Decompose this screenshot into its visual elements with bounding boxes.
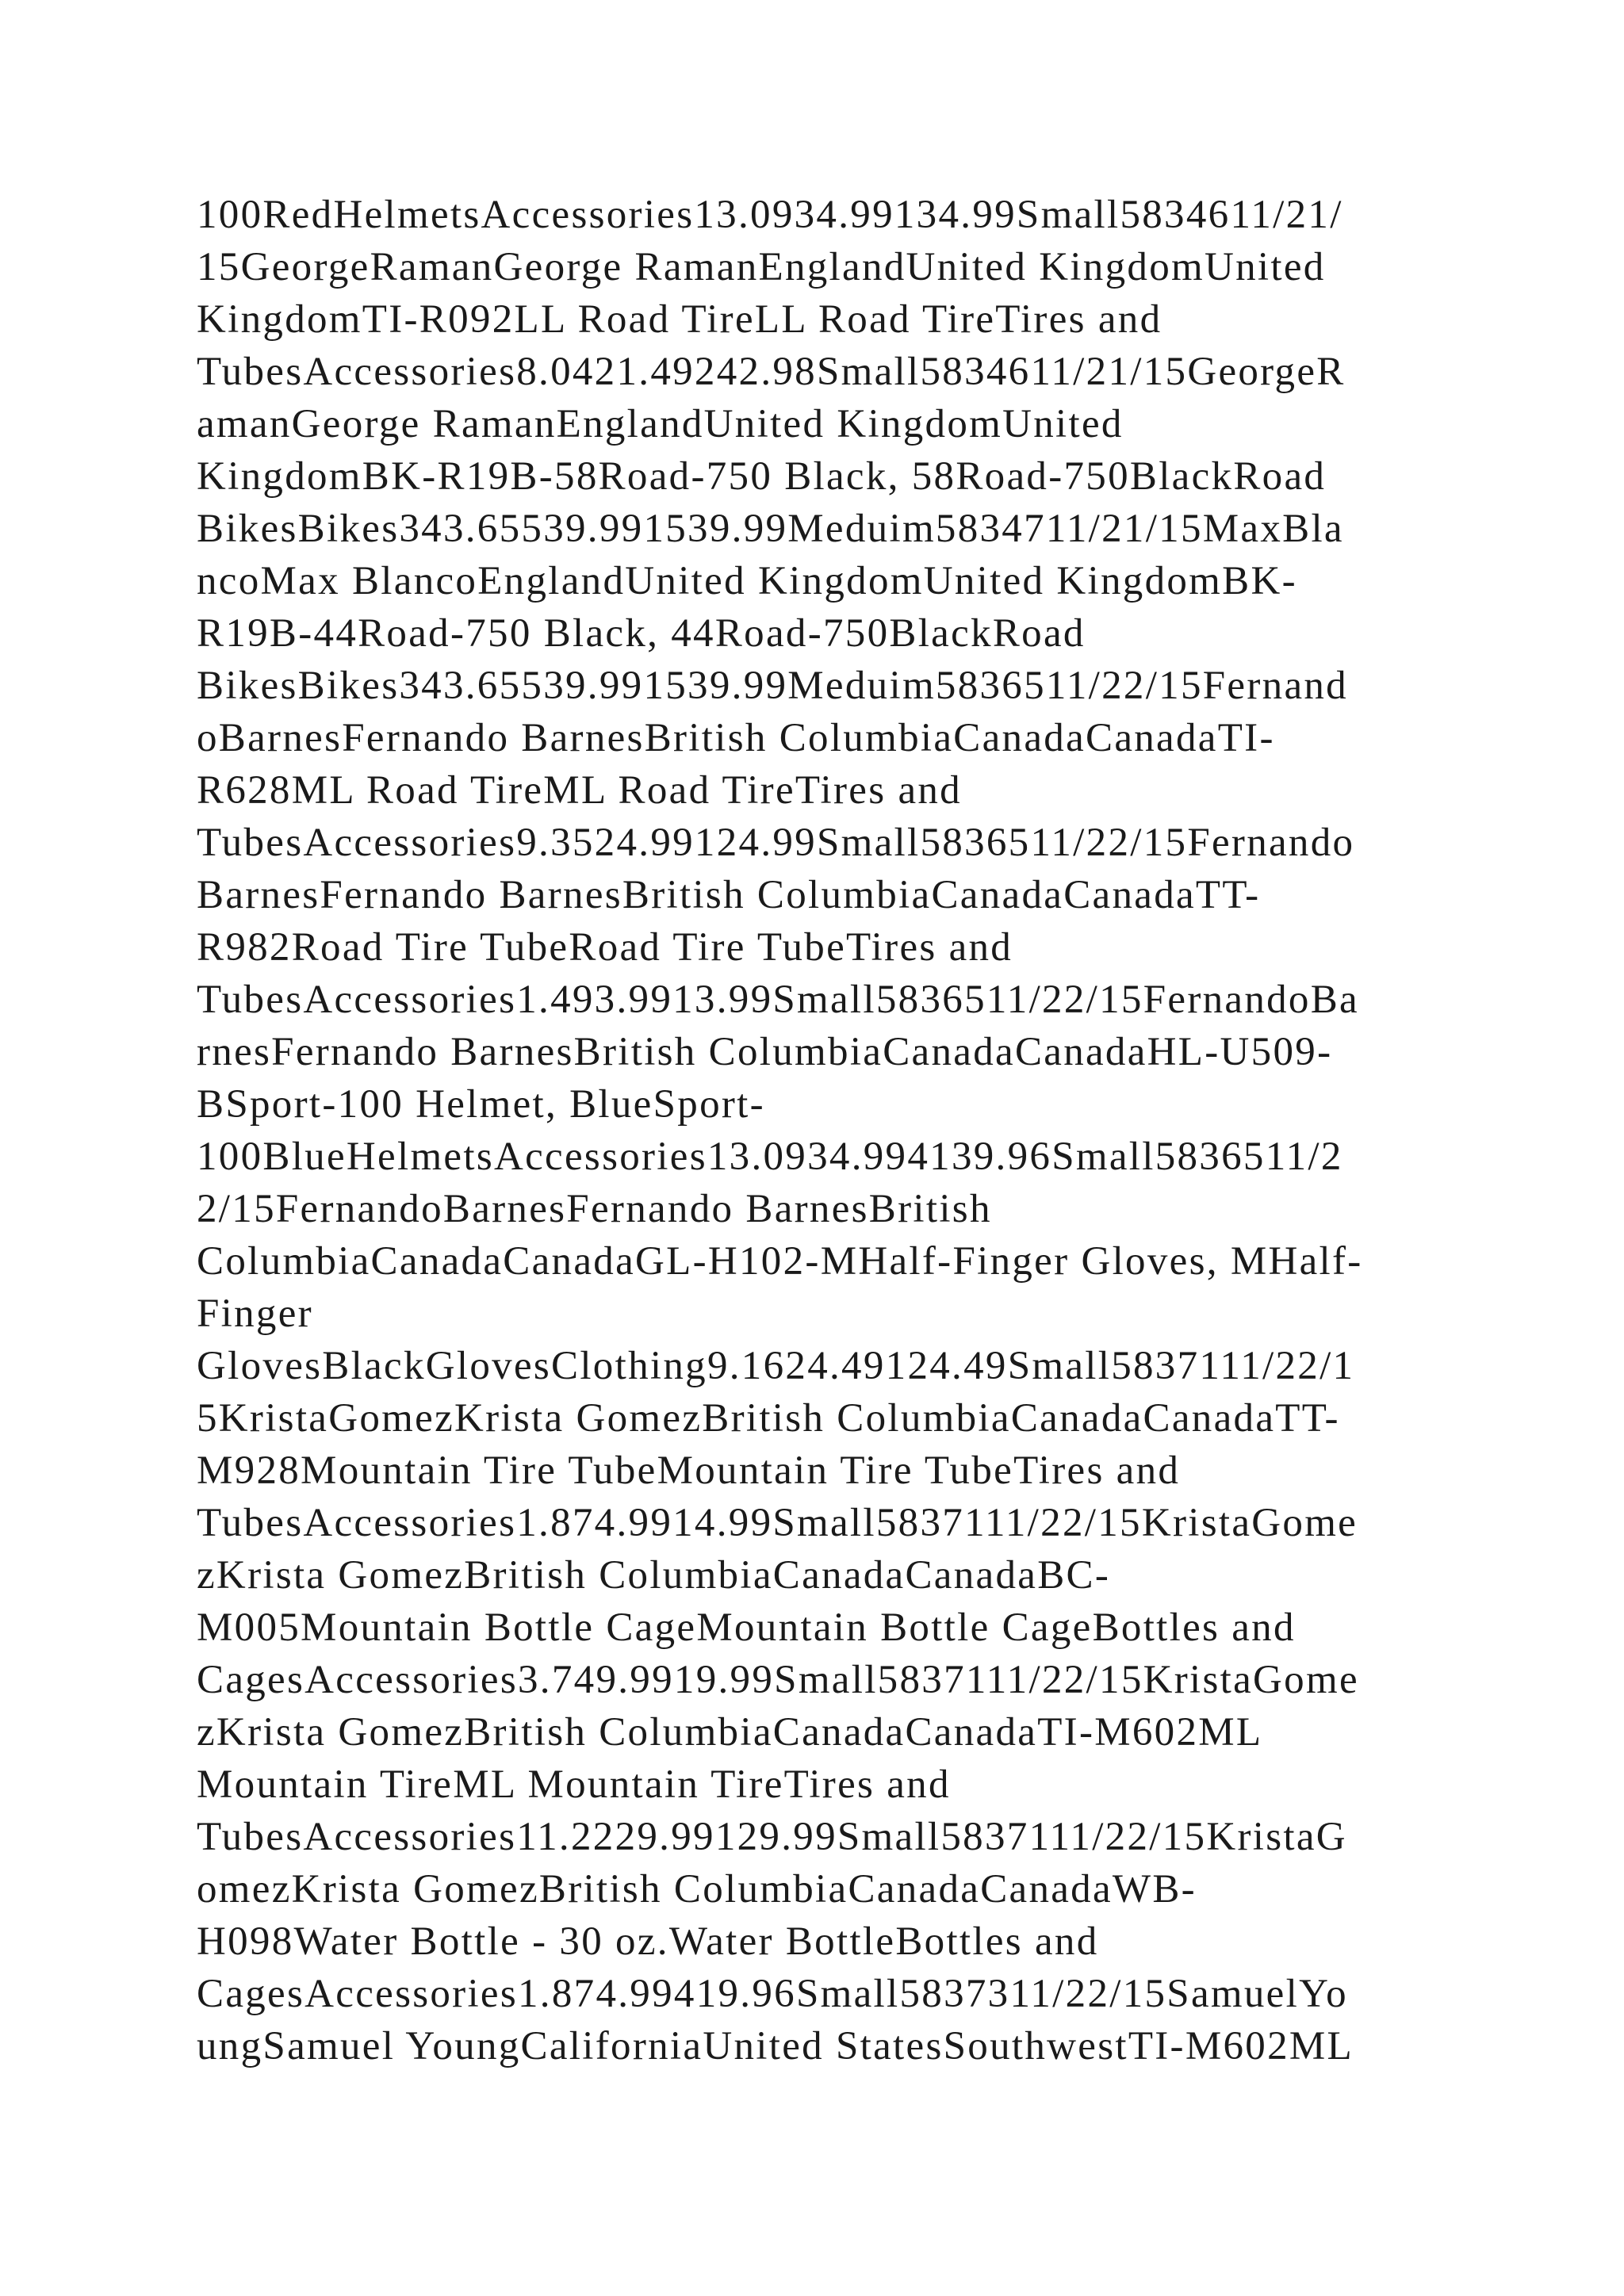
text-line: 100RedHelmetsAccessories13.0934.99134.99Small5834611/21/ bbox=[197, 193, 1343, 237]
text-line: KingdomTI-R092LL Road TireLL Road TireTires and bbox=[197, 297, 1162, 342]
text-line: TubesAccessories8.0421.49242.98Small5834611/21/15GeorgeR bbox=[197, 350, 1346, 394]
text-line: ungSamuel YoungCaliforniaUnited StatesSouthwestTI-M602ML bbox=[197, 2024, 1354, 2068]
text-line: omezKrista GomezBritish ColumbiaCanadaCanadaWB- bbox=[197, 1867, 1197, 1911]
text-line: 100BlueHelmetsAccessories13.0934.994139.96Small5836511/2 bbox=[197, 1135, 1343, 1179]
text-line: CagesAccessories3.749.9919.99Small5837111/22/15KristaGome bbox=[197, 1658, 1359, 1702]
text-line: BikesBikes343.65539.991539.99Meduim5834711/21/15MaxBla bbox=[197, 507, 1344, 551]
text-line: Mountain TireML Mountain TireTires and bbox=[197, 1762, 951, 1807]
text-line: R628ML Road TireML Road TireTires and bbox=[197, 768, 962, 813]
text-line: 2/15FernandoBarnesFernando BarnesBritish bbox=[197, 1187, 992, 1231]
text-line: KingdomBK-R19B-58Road-750 Black, 58Road-750BlackRoad bbox=[197, 454, 1327, 499]
text-line: CagesAccessories1.874.99419.96Small5837311/22/15SamuelYo bbox=[197, 1972, 1348, 2016]
text-line: amanGeorge RamanEnglandUnited KingdomUnited bbox=[197, 402, 1124, 446]
text-line: R19B-44Road-750 Black, 44Road-750BlackRoad bbox=[197, 611, 1086, 656]
text-line: TubesAccessories11.2229.99129.99Small5837111/22/15KristaG bbox=[197, 1815, 1347, 1859]
text-line: BikesBikes343.65539.991539.99Meduim5836511/22/15Fernand bbox=[197, 664, 1348, 708]
text-line: zKrista GomezBritish ColumbiaCanadaCanadaTI-M602ML bbox=[197, 1710, 1263, 1755]
text-line: zKrista GomezBritish ColumbiaCanadaCanadaBC- bbox=[197, 1553, 1111, 1598]
text-line: rnesFernando BarnesBritish ColumbiaCanadaCanadaHL-U509- bbox=[197, 1030, 1333, 1074]
text-line: BSport-100 Helmet, BlueSport- bbox=[197, 1082, 765, 1127]
text-line: M928Mountain Tire TubeMountain Tire TubeTires and bbox=[197, 1448, 1181, 1493]
text-line: 15GeorgeRamanGeorge RamanEnglandUnited KingdomUnited bbox=[197, 245, 1326, 289]
text-line: ColumbiaCanadaCanadaGL-H102-MHalf-Finger Gloves, MHalf- bbox=[197, 1239, 1363, 1284]
text-line: M005Mountain Bottle CageMountain Bottle CageBottles and bbox=[197, 1605, 1296, 1650]
text-line: R982Road Tire TubeRoad Tire TubeTires and bbox=[197, 925, 1013, 970]
text-line: GlovesBlackGlovesClothing9.1624.49124.49Small5837111/22/1 bbox=[197, 1344, 1355, 1388]
text-line: BarnesFernando BarnesBritish ColumbiaCanadaCanadaTT- bbox=[197, 873, 1261, 917]
text-line: ncoMax BlancoEnglandUnited KingdomUnited KingdomBK- bbox=[197, 559, 1297, 603]
text-line: oBarnesFernando BarnesBritish ColumbiaCanadaCanadaTI- bbox=[197, 716, 1275, 760]
text-line: TubesAccessories1.874.9914.99Small5837111/22/15KristaGome bbox=[197, 1501, 1358, 1545]
document-body-text bbox=[197, 189, 1465, 2072]
text-line: 5KristaGomezKrista GomezBritish ColumbiaCanadaCanadaTT- bbox=[197, 1396, 1340, 1441]
text-line: H098Water Bottle - 30 oz.Water BottleBottles and bbox=[197, 1919, 1099, 1964]
text-line: TubesAccessories1.493.9913.99Small5836511/22/15FernandoBa bbox=[197, 978, 1359, 1022]
text-line: TubesAccessories9.3524.99124.99Small5836511/22/15Fernando bbox=[197, 821, 1355, 865]
text-line: Finger bbox=[197, 1292, 313, 1336]
